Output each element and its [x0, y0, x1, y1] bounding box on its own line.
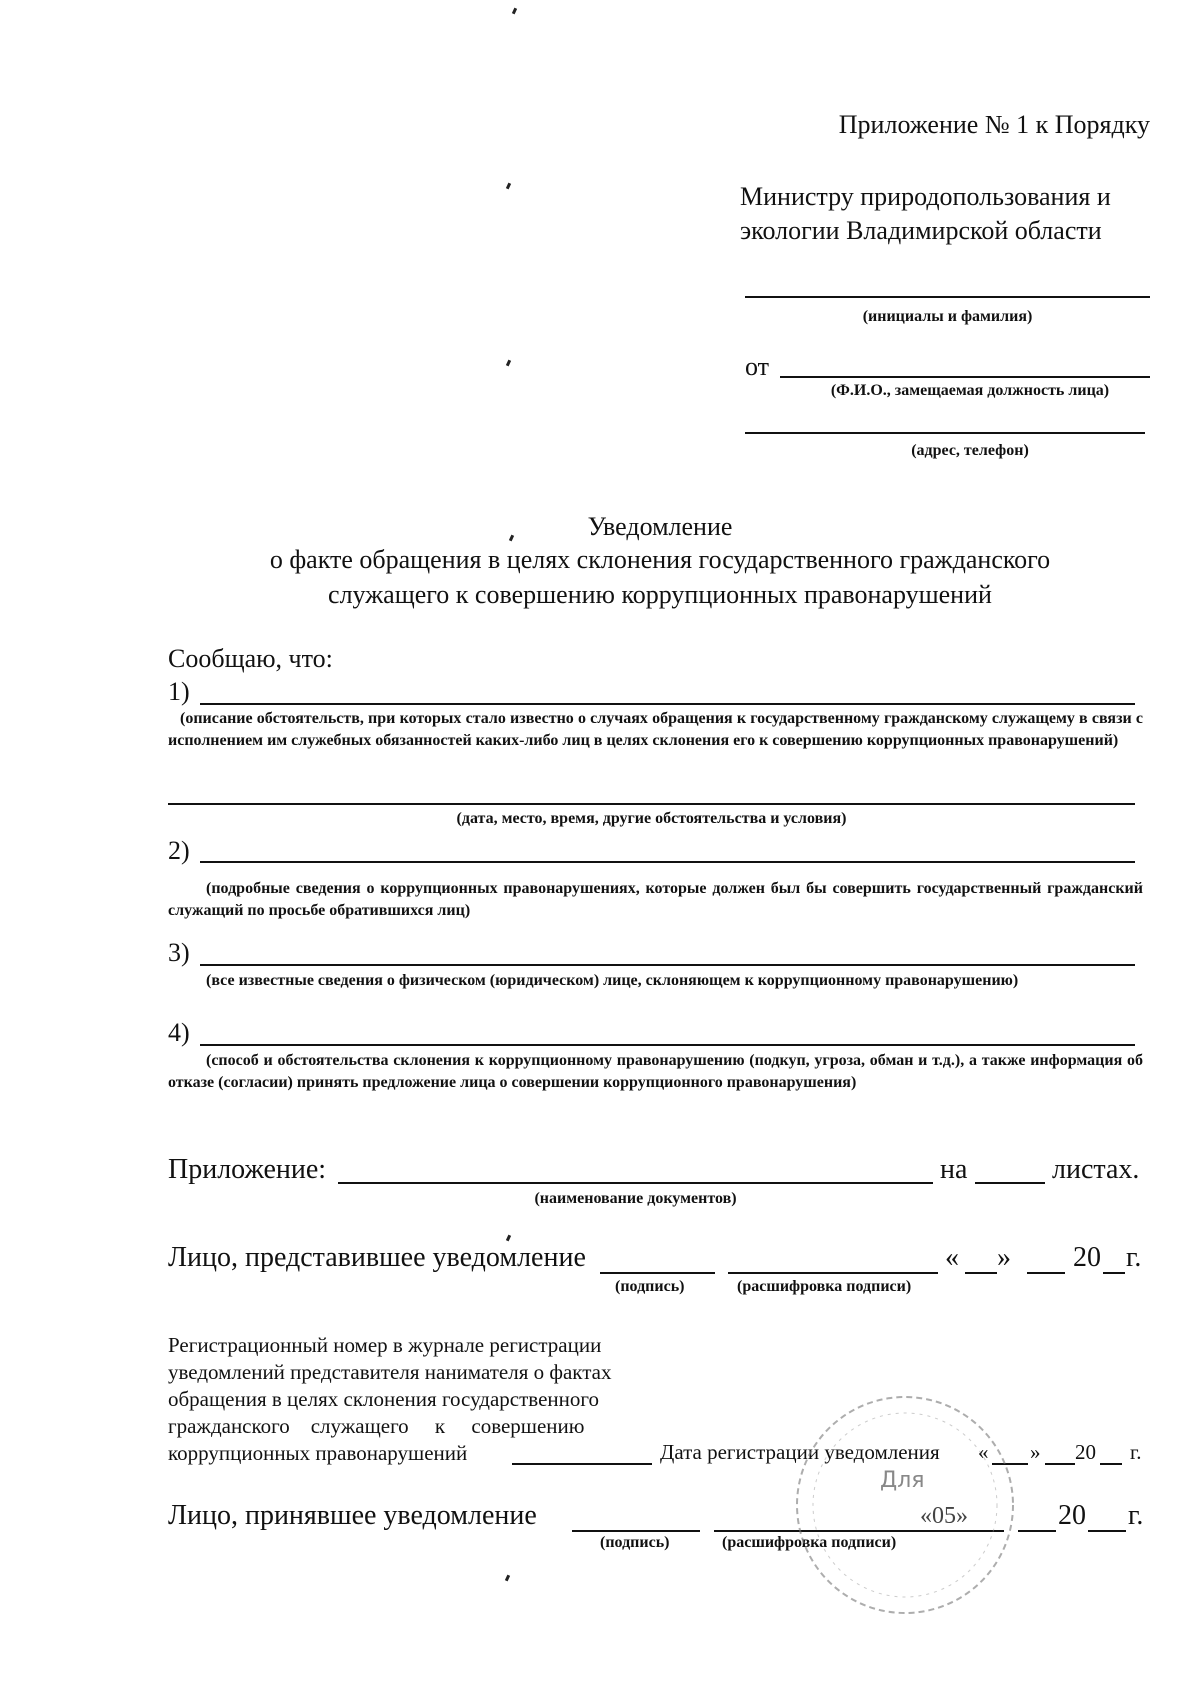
registration-line1: Регистрационный номер в журнале регистрации	[168, 1333, 602, 1357]
stamp-text: Для	[880, 1468, 925, 1493]
item1-number: 1)	[168, 677, 190, 706]
item1-line[interactable]	[200, 703, 1135, 705]
notice-subtitle-line1: о факте обращения в целях склонения государственного гражданского	[269, 545, 1051, 574]
item3-line[interactable]	[200, 964, 1135, 966]
item2-caption: (подробные сведения о коррупционных правонарушениях, которые должен был бы совершить государственный гражданский служащий по просьбе обратившихся лиц)	[168, 880, 1143, 919]
scan-speck	[512, 8, 517, 15]
caption-fio: (Ф.И.О., замещаемая должность лица)	[830, 382, 1110, 399]
item3-caption: (все известные сведения о физическом (юридическом) лице, склоняющем к коррупционному правонарушению)	[206, 972, 1019, 989]
notice-subtitle-line2: служащего к совершению коррупционных правонарушений	[328, 580, 992, 609]
submitter-month-line[interactable]	[1027, 1272, 1065, 1274]
initials-line[interactable]	[745, 296, 1150, 298]
addressee-line1: Министру природопользования и	[740, 182, 1111, 211]
registration-year-prefix: 20	[1075, 1440, 1096, 1464]
caption-address: (адрес, телефон)	[911, 442, 1029, 459]
registration-line5: коррупционных правонарушений	[168, 1441, 468, 1465]
caption-initials: (инициалы и фамилия)	[862, 308, 1033, 325]
attachment-on: на	[940, 1154, 968, 1185]
attachment-name-line[interactable]	[338, 1182, 933, 1184]
submitter-year-suffix: г.	[1126, 1242, 1142, 1273]
from-label: от	[745, 352, 770, 381]
submitter-label: Лицо, представившее уведомление	[168, 1242, 586, 1273]
item4-number: 4)	[168, 1018, 190, 1047]
submitter-date-open: «	[945, 1242, 959, 1273]
item4-caption: (способ и обстоятельства склонения к коррупционному правонарушению (подкуп, угроза, обман и т.д.), а также информация об отказе (согласии) принять предложение лица о совершении коррупционного правонарушения)	[168, 1052, 1143, 1091]
address-line[interactable]	[745, 432, 1145, 434]
receiver-label: Лицо, принявшее уведомление	[168, 1500, 537, 1531]
registration-date-label: Дата регистрации уведомления	[660, 1440, 940, 1464]
submitter-decoding-line[interactable]	[728, 1272, 938, 1274]
submitter-day-line[interactable]	[965, 1272, 997, 1274]
receiver-year-line[interactable]	[1088, 1530, 1126, 1532]
submitter-year-prefix: 20	[1073, 1242, 1101, 1273]
submitter-caption-signature: (подпись)	[615, 1278, 685, 1295]
item4-line[interactable]	[200, 1044, 1135, 1046]
scan-speck	[506, 183, 511, 190]
item3-number: 3)	[168, 938, 190, 967]
intro-text: Сообщаю, что:	[168, 644, 333, 673]
attachment-label: Приложение:	[168, 1154, 327, 1185]
fio-line[interactable]	[780, 376, 1150, 378]
submitter-year-line[interactable]	[1103, 1272, 1125, 1274]
registration-date-open: «	[978, 1440, 989, 1464]
submitter-signature-line[interactable]	[600, 1272, 715, 1274]
scan-speck	[505, 1575, 510, 1582]
item2-number: 2)	[168, 836, 190, 865]
registration-month-line[interactable]	[1045, 1463, 1075, 1465]
registration-block	[168, 1332, 611, 1467]
scan-speck	[506, 1235, 511, 1242]
item1-line2[interactable]	[168, 803, 1135, 805]
registration-line2: уведомлений представителя нанимателя о фактах	[168, 1360, 612, 1384]
receiver-caption-decoding: (расшифровка подписи)	[722, 1534, 897, 1551]
receiver-year-suffix: г.	[1128, 1500, 1144, 1531]
attachment-sheets-line[interactable]	[975, 1182, 1045, 1184]
registration-year-suffix: г.	[1130, 1440, 1142, 1464]
registration-number-line[interactable]	[512, 1463, 652, 1465]
registration-line3: обращения в целях склонения государственного	[168, 1387, 599, 1411]
scan-speck	[506, 360, 511, 367]
registration-year-line[interactable]	[1100, 1463, 1122, 1465]
notice-title: Уведомление	[587, 512, 733, 541]
receiver-caption-signature: (подпись)	[600, 1534, 670, 1551]
submitter-date-close: »	[997, 1242, 1011, 1273]
item1-caption: (описание обстоятельств, при которых стало известно о случаях обращения к государственному гражданскому служащему в связи с исполнением им служебных обязанностей каких-либо лиц в целях склонения его к совершению коррупционных правонарушений)	[168, 710, 1143, 749]
registration-stamp	[780, 1380, 1030, 1630]
attachment-caption: (наименование документов)	[534, 1190, 737, 1207]
addressee-line2: экологии Владимирской области	[740, 216, 1102, 245]
item2-line[interactable]	[200, 861, 1135, 863]
attachment-sheets: листах.	[1052, 1154, 1140, 1185]
item1-caption2: (дата, место, время, другие обстоятельства и условия)	[456, 810, 847, 827]
appendix-title: Приложение № 1 к Порядку	[838, 110, 1150, 139]
stamp-date: «05»	[920, 1503, 968, 1529]
registration-line4: гражданского служащего к совершению	[168, 1414, 585, 1438]
receiver-year-prefix: 20	[1058, 1500, 1086, 1531]
submitter-caption-decoding: (расшифровка подписи)	[737, 1278, 912, 1295]
registration-date-close: »	[1030, 1440, 1041, 1464]
